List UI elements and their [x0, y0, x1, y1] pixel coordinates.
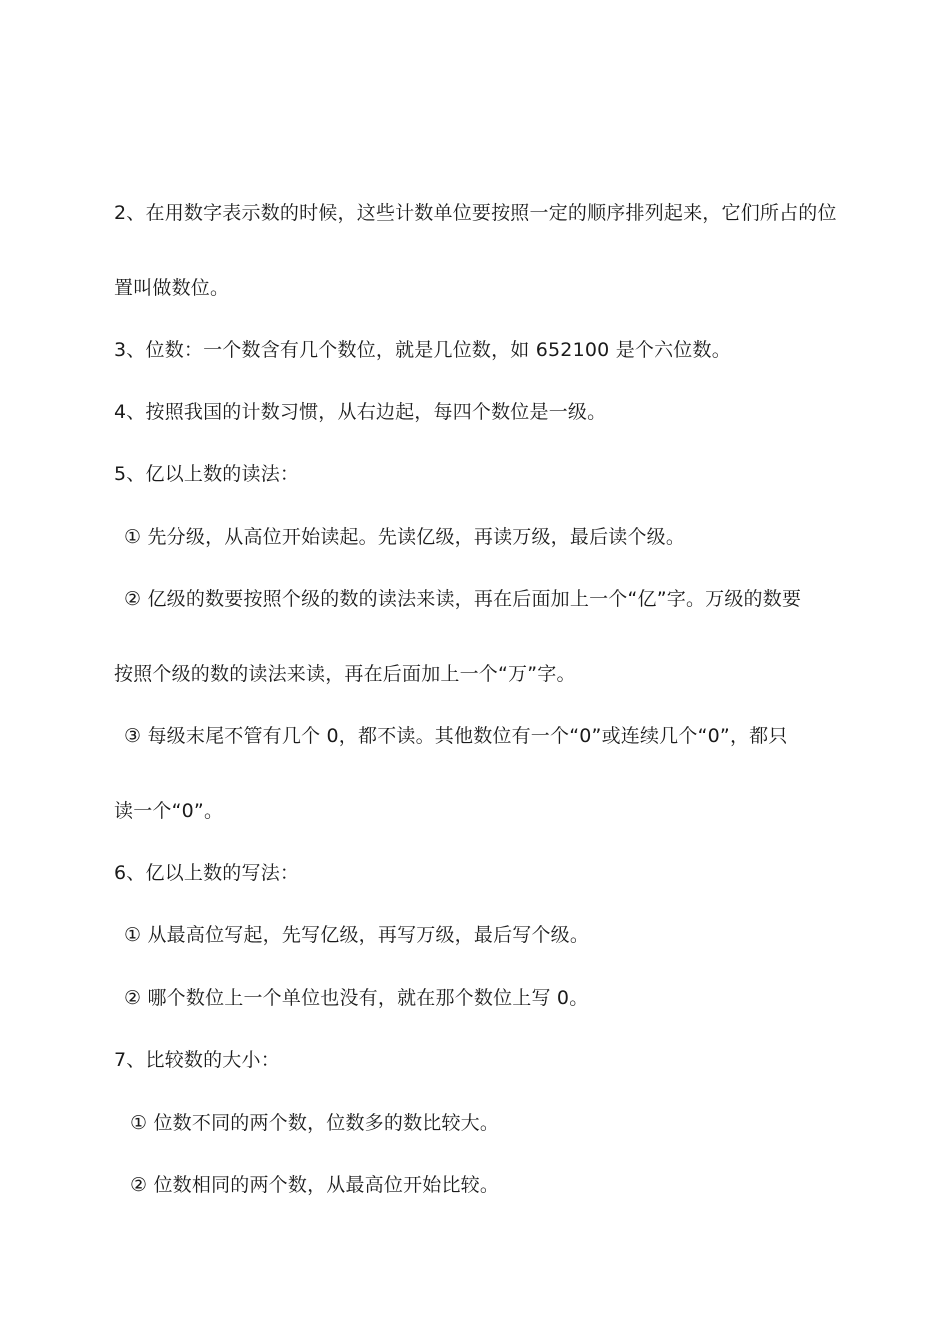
item-5-sub-3-line-2: 读一个“0”。 [114, 800, 224, 822]
item-2-line-2: 置叫做数位。 [114, 277, 230, 299]
item-7-heading: 7、比较数的大小： [114, 1049, 280, 1071]
item-5-sub-1: ① 先分级，从高位开始读起。先读亿级，再读万级，最后读个级。 [124, 526, 686, 548]
item-4: 4、按照我国的计数习惯，从右边起，每四个数位是一级。 [114, 401, 607, 423]
item-5-heading: 5、亿以上数的读法： [114, 463, 300, 485]
item-5-sub-3-line-1: ③ 每级末尾不管有几个 0，都不读。其他数位有一个“0”或连续几个“0”，都只 [124, 725, 788, 747]
item-5-sub-2-line-1: ② 亿级的数要按照个级的数的读法来读，再在后面加上一个“亿”字。万级的数要 [124, 588, 802, 610]
item-6-sub-1: ① 从最高位写起，先写亿级，再写万级，最后写个级。 [124, 924, 590, 946]
item-6-sub-2: ② 哪个数位上一个单位也没有，就在那个数位上写 0。 [124, 987, 589, 1009]
item-6-heading: 6、亿以上数的写法： [114, 862, 300, 884]
item-7-sub-1: ① 位数不同的两个数，位数多的数比较大。 [130, 1112, 500, 1134]
item-5-sub-2-line-2: 按照个级的数的读法来读，再在后面加上一个“万”字。 [114, 663, 576, 685]
item-3: 3、位数：一个数含有几个数位，就是几位数，如 652100 是个六位数。 [114, 339, 731, 361]
item-2-line-1: 2、在用数字表示数的时候，这些计数单位要按照一定的顺序排列起来，它们所占的位 [114, 202, 837, 224]
item-7-sub-2: ② 位数相同的两个数，从最高位开始比较。 [130, 1174, 500, 1196]
